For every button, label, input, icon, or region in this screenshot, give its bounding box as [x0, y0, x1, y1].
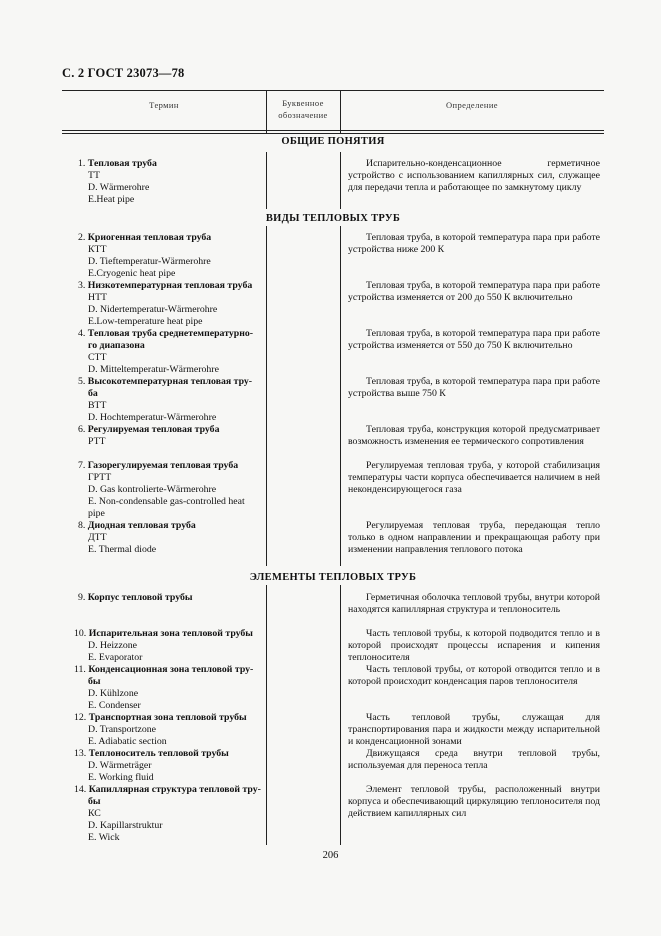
column-header-definition: Определение — [446, 100, 498, 110]
term-title: 1. Тепловая труба — [78, 158, 157, 169]
column-divider — [340, 226, 341, 566]
term-entry — [62, 520, 266, 556]
term-entry — [62, 748, 266, 784]
term-title: ба — [88, 388, 98, 399]
column-divider — [266, 226, 267, 566]
term-title: 11. Конденсационная зона тепловой тру- — [74, 664, 254, 675]
term-line: ВТТ — [88, 400, 107, 411]
term-line: СТТ — [88, 352, 107, 363]
term-line: E. Evaporator — [88, 652, 143, 663]
term-title: 10. Испарительная зона тепловой трубы — [74, 628, 253, 639]
term-title: 9. Корпус тепловой трубы — [78, 592, 193, 603]
term-line: D. Transportzone — [88, 724, 157, 735]
column-divider — [340, 152, 341, 209]
term-title: го диапазона — [88, 340, 145, 351]
term-definition: Часть тепловой трубы, служащая для транспортирования пара и жидкости между испарительной и конденсационной зонами — [348, 712, 600, 747]
term-line: D. Kühlzone — [88, 688, 139, 699]
term-title: 12. Транспортная зона тепловой трубы — [74, 712, 247, 723]
term-line: E. Adiabatic section — [88, 736, 167, 747]
term-line: E. Thermal diode — [88, 544, 157, 555]
term-line: E. Non-condensable gas-controlled heat — [88, 496, 245, 507]
term-line: D. Tieftemperatur-Wärmerohre — [88, 256, 211, 267]
term-line: D. Nidertemperatur-Wärmerohre — [88, 304, 218, 315]
page-header: С. 2 ГОСТ 23073—78 — [62, 66, 185, 80]
term-line: E. Working fluid — [88, 772, 154, 783]
term-entry — [62, 460, 266, 520]
term-entry — [62, 280, 266, 328]
term-number: 14. — [74, 784, 89, 795]
term-title: 6. Регулируемая тепловая труба — [78, 424, 220, 435]
term-line: E. Condenser — [88, 700, 141, 711]
term-number: 3. — [78, 280, 88, 291]
term-definition: Элемент тепловой трубы, расположенный внутри корпуса и обеспечивающий циркуляцию теплоносителя под действием капиллярных сил — [348, 784, 600, 819]
term-line: D. Kapillarstruktur — [88, 820, 163, 831]
term-number: 7. — [78, 460, 88, 471]
column-divider — [266, 152, 267, 209]
section-heading: ЭЛЕМЕНТЫ ТЕПЛОВЫХ ТРУБ — [249, 572, 417, 583]
term-line: КТТ — [88, 244, 107, 255]
term-number: 9. — [78, 592, 88, 603]
term-line: E.Cryogenic heat pipe — [88, 268, 176, 279]
term-definition: Регулируемая тепловая труба, передающая тепло только в одном направлении и прекращающая работу при изменении направления теплового потока — [348, 520, 600, 555]
term-line: D. Wärmerohre — [88, 182, 150, 193]
term-title: 8. Диодная тепловая труба — [78, 520, 196, 531]
term-line: E.Low-temperature heat pipe — [88, 316, 203, 327]
term-title: 3. Низкотемпературная тепловая труба — [78, 280, 253, 291]
term-definition: Регулируемая тепловая труба, у которой стабилизация температуры части корпуса обеспечивается наличием в ней неконденсирующегося газа — [348, 460, 600, 495]
term-number: 11. — [74, 664, 89, 675]
term-line: НТТ — [88, 292, 108, 303]
term-definition: Тепловая труба, конструкция которой предусматривает возможность изменения ее термического сопротивления — [348, 424, 600, 447]
term-definition: Испарительно-конденсационное герметичное устройство с использованием капиллярных сил, служащее для передачи тепла и работающее по замкнутому циклу — [348, 158, 600, 193]
term-entry — [62, 232, 266, 280]
term-definition: Движущаяся среда внутри тепловой трубы, используемая для переноса тепла — [348, 748, 600, 771]
column-divider — [340, 585, 341, 845]
term-line: D. Wärmeträger — [88, 760, 152, 771]
section-heading: ВИДЫ ТЕПЛОВЫХ ТРУБ — [265, 213, 401, 224]
term-number: 1. — [78, 158, 88, 169]
table-header-rule-double — [62, 133, 604, 134]
term-line: D. Mitteltemperatur-Wärmerohre — [88, 364, 219, 375]
column-header-letter-line1: Буквенное — [282, 98, 324, 108]
term-entry — [62, 664, 266, 712]
term-entry — [62, 158, 266, 206]
term-definition: Тепловая труба, в которой температура пара при работе устройства изменяется от 550 до 750 К включительно — [348, 328, 600, 351]
table-top-rule — [62, 90, 604, 91]
term-entry — [62, 424, 266, 448]
column-header-terms: Термин — [149, 100, 179, 110]
term-number: 10. — [74, 628, 89, 639]
table-header-rule — [62, 130, 604, 131]
column-divider — [266, 585, 267, 845]
term-definition: Герметичная оболочка тепловой трубы, внутри которой находятся капиллярная структура и теплоноситель — [348, 592, 600, 615]
term-line: D. Gas kontrolierte-Wärmerohre — [88, 484, 217, 495]
term-number: 5. — [78, 376, 88, 387]
term-title: бы — [88, 796, 101, 807]
term-title: 4. Тепловая труба среднетемпературно- — [78, 328, 254, 339]
term-number: 13. — [74, 748, 89, 759]
term-line: D. Hochtemperatur-Wärmerohre — [88, 412, 217, 423]
term-definition: Часть тепловой трубы, от которой отводится тепло и в которой происходит конденсация паров теплоносителя — [348, 664, 600, 687]
term-title: 7. Газорегулируемая тепловая труба — [78, 460, 239, 471]
term-title: 13. Теплоноситель тепловой трубы — [74, 748, 229, 759]
term-line: E.Heat pipe — [88, 194, 135, 205]
term-line: ДТТ — [88, 532, 107, 543]
page-number: 206 — [322, 850, 339, 861]
term-title: 2. Криогенная тепловая труба — [78, 232, 212, 243]
section-heading: ОБЩИЕ ПОНЯТИЯ — [281, 136, 385, 147]
term-line: pipe — [88, 508, 105, 519]
term-entry — [62, 592, 266, 604]
term-entry — [62, 784, 266, 844]
term-definition: Тепловая труба, в которой температура пара при работе устройства ниже 200 К — [348, 232, 600, 255]
term-number: 6. — [78, 424, 88, 435]
column-divider — [340, 90, 341, 134]
term-line: ГРТТ — [88, 472, 112, 483]
term-number: 2. — [78, 232, 88, 243]
term-line: D. Heizzone — [88, 640, 137, 651]
term-title: 14. Капиллярная структура тепловой тру- — [74, 784, 261, 795]
term-definition: Тепловая труба, в которой температура пара при работе устройства изменяется от 200 до 550 К включительно — [348, 280, 600, 303]
term-number: 12. — [74, 712, 89, 723]
term-definition: Часть тепловой трубы, к которой подводится тепло и в которой происходят процессы испарения и кипения теплоносителя — [348, 628, 600, 663]
term-entry — [62, 376, 266, 424]
column-header-letter — [266, 97, 340, 121]
column-header-letter-line2: обозначение — [278, 110, 328, 120]
term-line: ТТ — [88, 170, 100, 181]
term-title: бы — [88, 676, 101, 687]
term-entry — [62, 628, 266, 664]
term-line: КС — [88, 808, 101, 819]
term-line: РТТ — [88, 436, 106, 447]
term-number: 8. — [78, 520, 88, 531]
term-title: 5. Высокотемпературная тепловая тру- — [78, 376, 253, 387]
term-number: 4. — [78, 328, 88, 339]
column-divider — [266, 90, 267, 134]
term-definition: Тепловая труба, в которой температура пара при работе устройства выше 750 К — [348, 376, 600, 399]
term-entry — [62, 328, 266, 376]
term-line: E. Wick — [88, 832, 120, 843]
term-entry — [62, 712, 266, 748]
